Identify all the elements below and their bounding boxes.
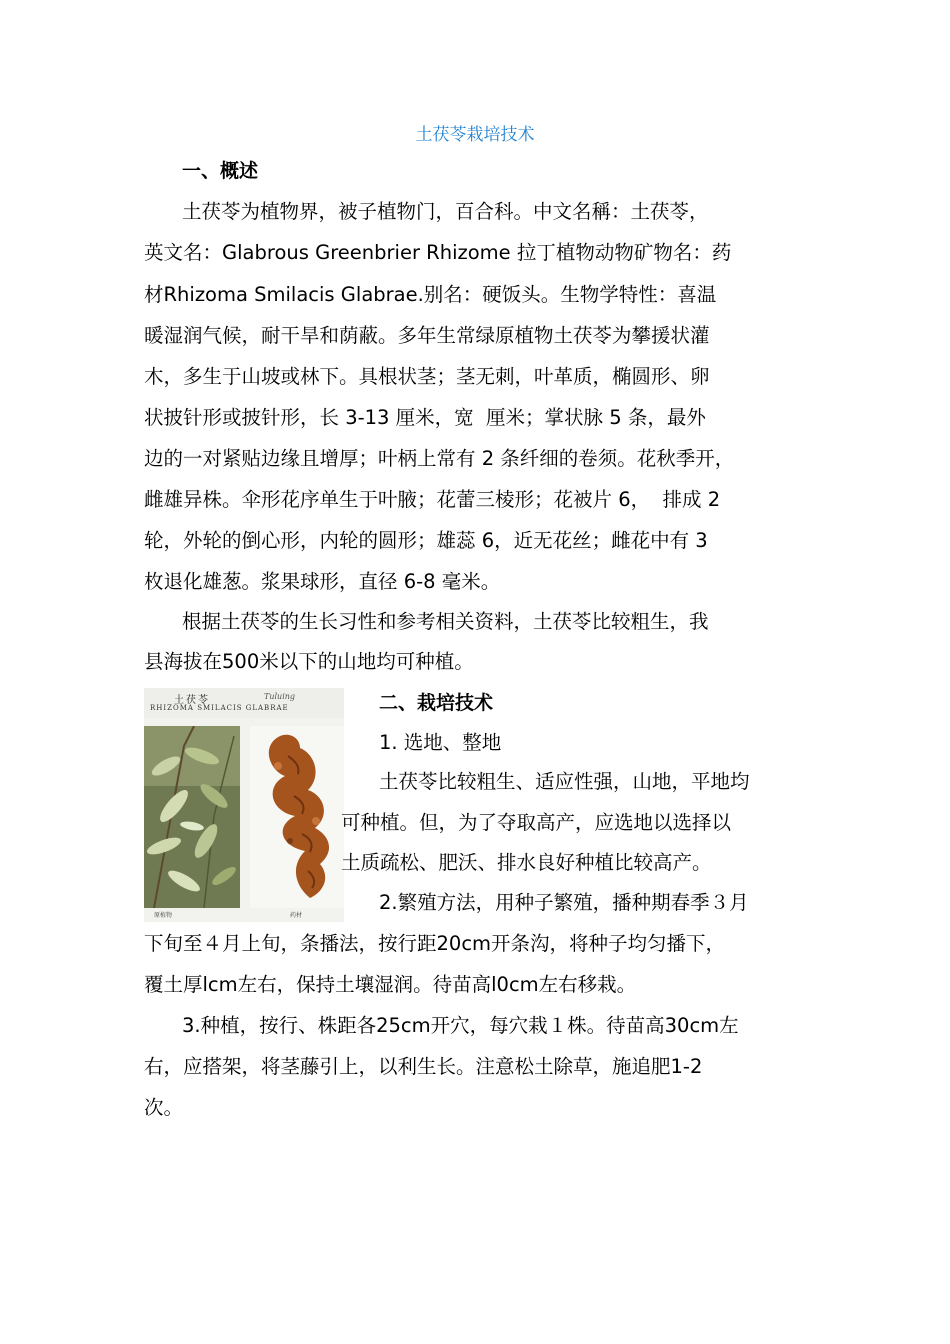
figure-title-cn: 土茯苓 (174, 695, 210, 706)
plant-photo (144, 726, 240, 908)
paragraph-line: 土茯苓比较粗生、适应性强，山地，平地均 (379, 770, 750, 793)
paragraph-line: 材Rhizoma Smilacis Glabrae.别名：硬饭头。生物学特性：喜温 (144, 283, 717, 306)
paragraph-line: 土质疏松、肥沃、排水良好种植比较高产。 (341, 851, 712, 874)
paragraph-line: 根据土茯苓的生长习性和参考相关资料，土茯苓比较粗生，我 (182, 610, 709, 633)
figure-caption-right: 药材 (290, 912, 303, 919)
paragraph-line: 2.繁殖方法，用种子繁殖，播种期春季３月 (379, 891, 749, 914)
section-heading-overview: 一、概述 (182, 160, 259, 182)
paragraph-line: 土茯苓为植物界，被子植物门，百合科。中文名稱：土茯苓， (182, 200, 709, 223)
paragraph-line: 枚退化雄葱。浆果球形，直径 6-8 毫米。 (144, 570, 501, 593)
paragraph-line: 雌雄异株。伞形花序单生于叶腋；花蕾三棱形；花被片 6， 排成 2 (144, 488, 721, 511)
paragraph-line: 木，多生于山坡或林下。具根状茎；茎无刺，叶革质，椭圆形、卵 (144, 365, 710, 388)
paragraph-line-text: 英文名：Glabrous Greenbrier Rhizome 拉丁植物动物矿物名：药 (144, 241, 732, 264)
paragraph-line: 轮，外轮的倒心形，内轮的圆形；雄蕊 6，近无花丝；雌花中有 3 (144, 529, 708, 552)
paragraph-line: 3.种植，按行、株距各25cm开穴，每穴栽１株。待苗高30cm左 (182, 1014, 739, 1037)
paragraph-line (144, 239, 731, 267)
figure-caption-left: 原植物 (154, 912, 173, 919)
figure-header (144, 688, 344, 718)
paragraph-line: 下旬至４月上旬，条播法，按行距20cm开条沟，将种子均匀播下， (144, 932, 726, 955)
subsection-heading: 1. 选地、整地 (379, 731, 502, 754)
paragraph-line: 覆土厚lcm左右，保持土壤湿润。待苗高l0cm左右移栽。 (144, 973, 637, 996)
section-heading-cultivation: 二、栽培技术 (379, 692, 494, 714)
paragraph-line: 右，应搭架，将茎藤引上，以利生长。注意松土除草，施追肥1-2 (144, 1055, 703, 1078)
smilax-figure (144, 688, 344, 922)
rhizome-photo (250, 726, 344, 908)
figure-title-pinyin: Tuluing (264, 692, 296, 701)
paragraph-line: 边的一对紧贴边缘且增厚；叶柄上常有 2 条纤细的卷须。花秋季开， (144, 447, 735, 470)
paragraph-line: 暖湿润气候，耐干旱和荫蔽。多年生常绿原植物土茯苓为攀援状灌 (144, 324, 710, 347)
paragraph-line: 状披针形或披针形，长 3-13 厘米，宽 厘米；掌状脉 5 条，最外 (144, 406, 706, 429)
figure-title-latin: RHIZOMA SMILACIS GLABRAE (150, 704, 289, 712)
document-title: 土茯苓栽培技术 (415, 125, 535, 145)
paragraph-line: 可种植。但，为了夺取高产，应选地以选择以 (341, 811, 732, 834)
paragraph-line: 县海拔在500米以下的山地均可种植。 (144, 650, 474, 673)
paragraph-line: 次。 (144, 1096, 184, 1119)
